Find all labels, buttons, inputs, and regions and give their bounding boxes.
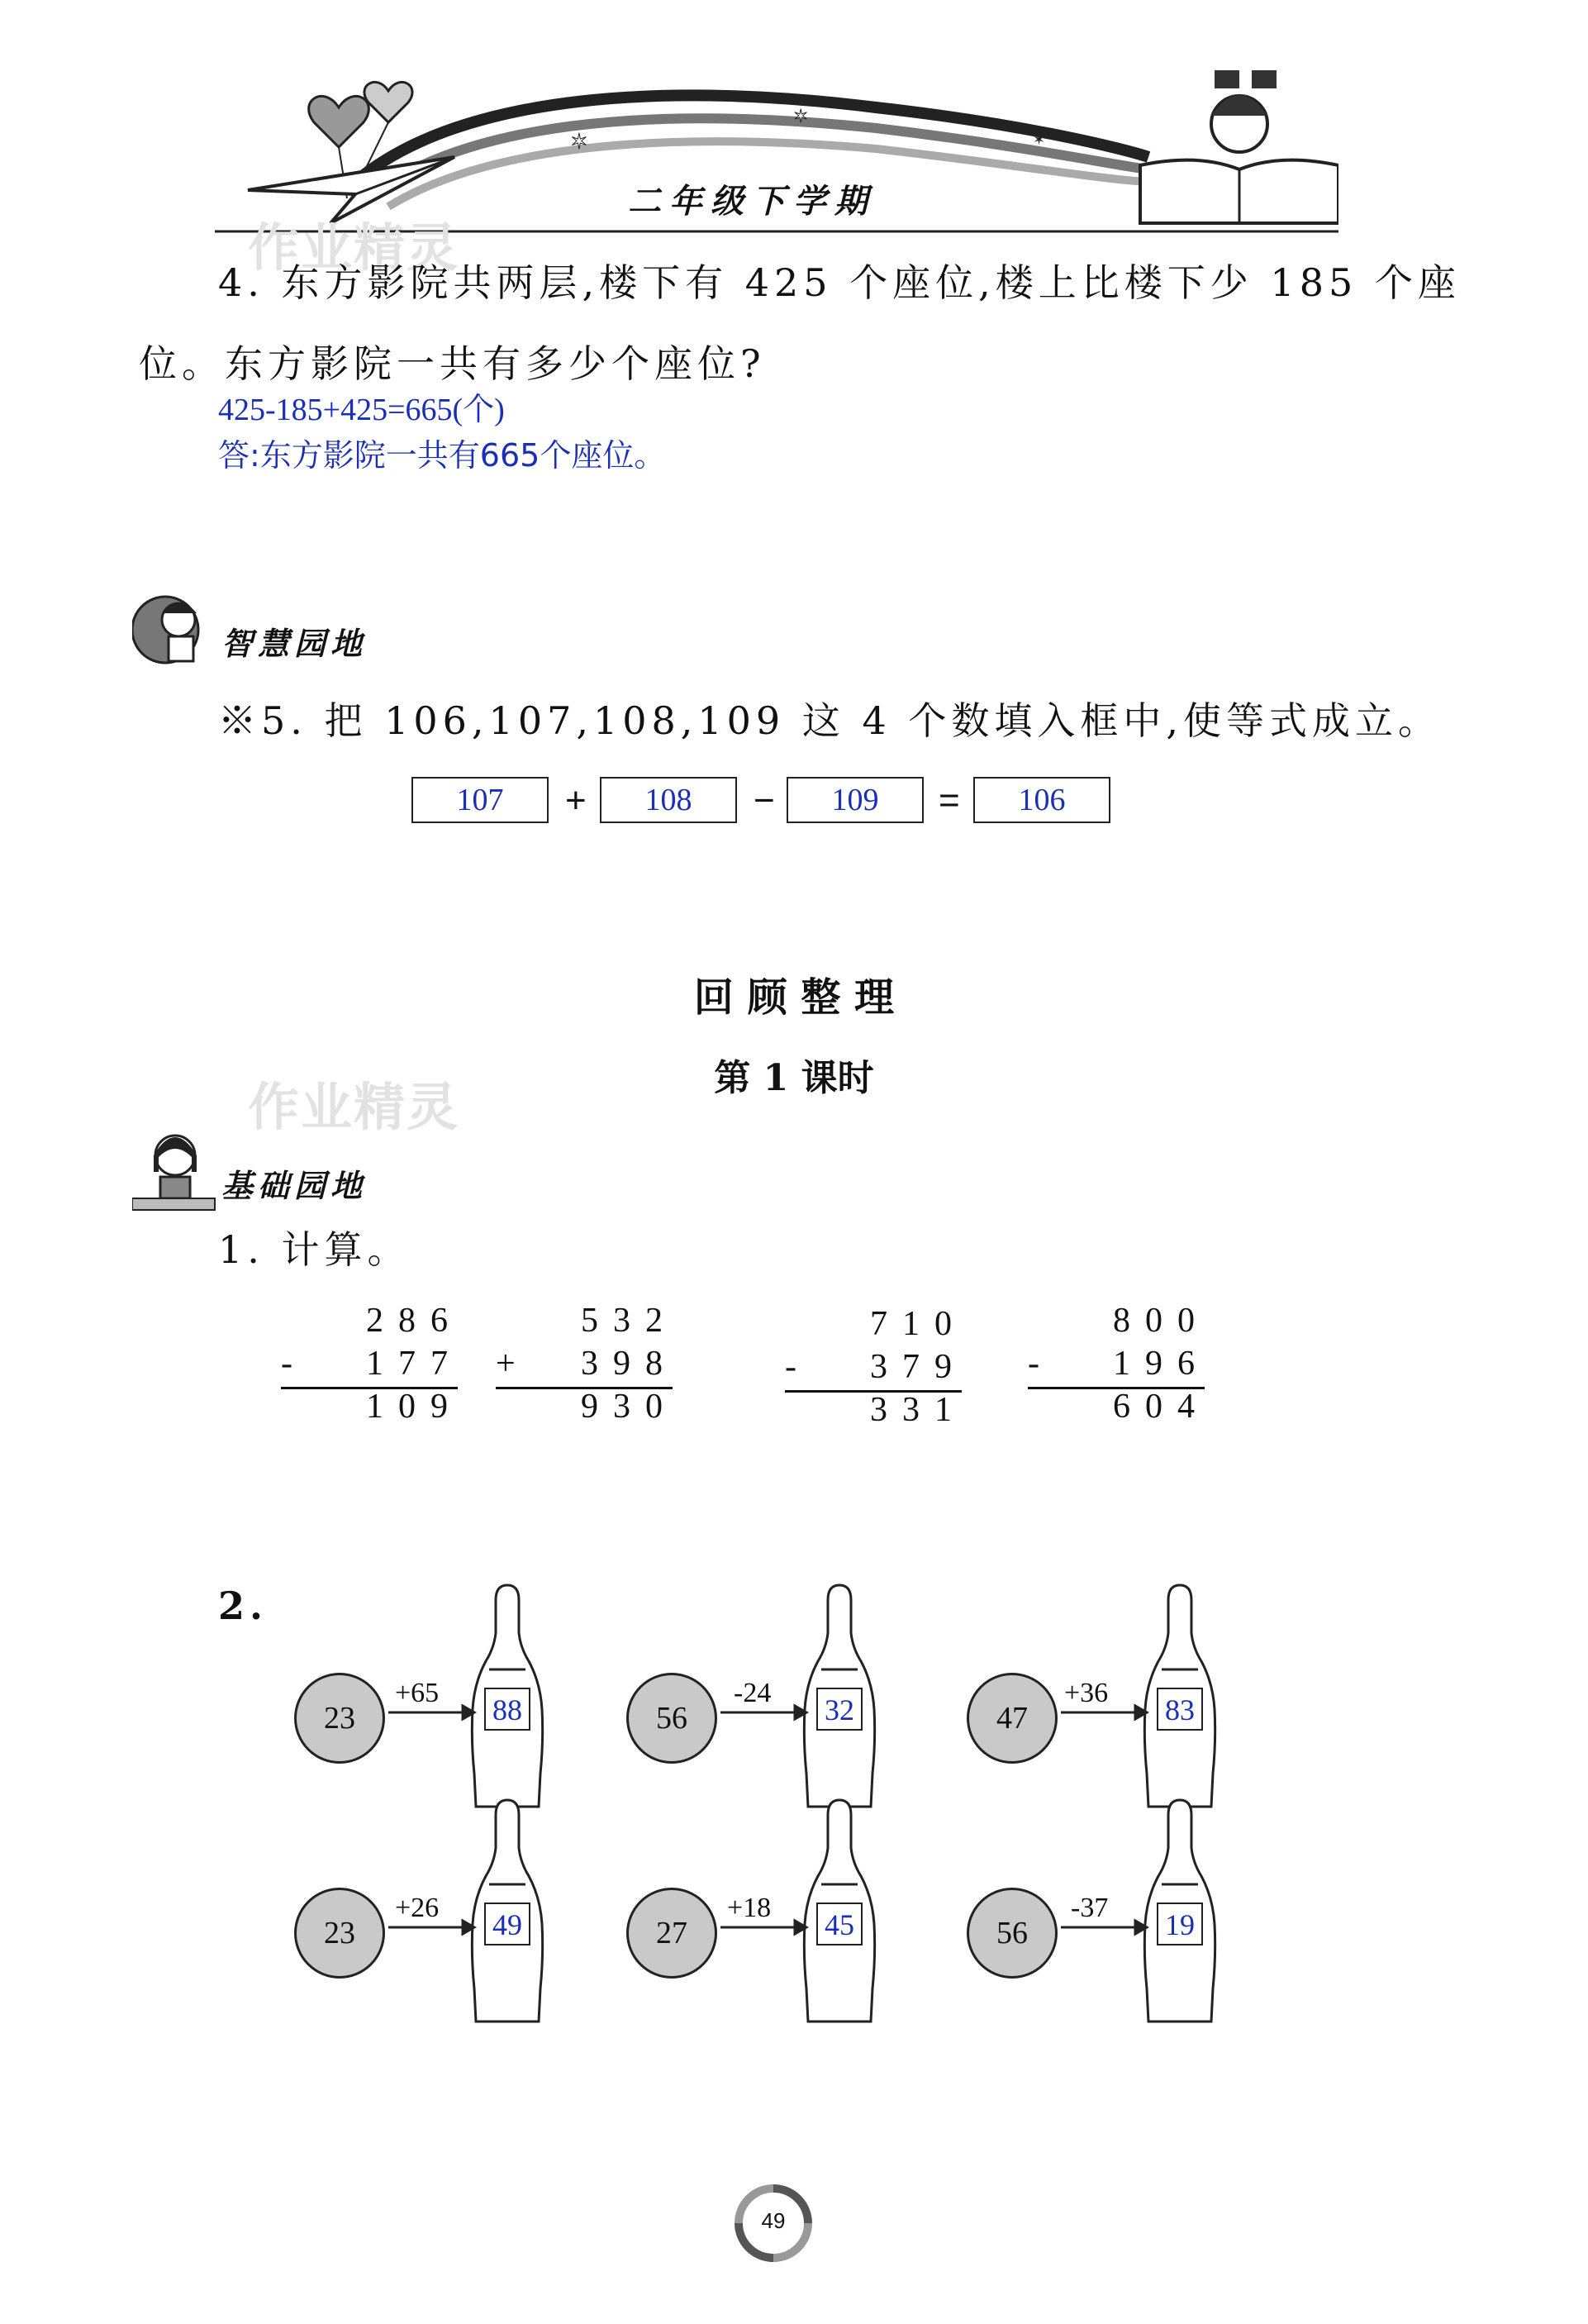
calc-result: 331 bbox=[870, 1391, 967, 1429]
answer-box: 83 bbox=[1157, 1688, 1203, 1731]
question-4-answer-text: 答:东方影院一共有665个座位。 bbox=[218, 437, 666, 474]
section-wisdom-title: 智慧园地 bbox=[221, 625, 368, 662]
answer-box: 19 bbox=[1157, 1903, 1203, 1945]
question-4-line-1: 4. 东方影院共两层,楼下有 425 个座位,楼上比楼下少 185 个座 bbox=[218, 260, 1461, 305]
start-number-circle: 27 bbox=[626, 1888, 717, 1979]
answer-box-2: 108 bbox=[600, 777, 737, 823]
operation-label: +26 bbox=[395, 1893, 440, 1923]
watermark: 作业精灵 bbox=[248, 1077, 460, 1137]
start-number-circle: 56 bbox=[967, 1888, 1058, 1979]
calc-top: 710 bbox=[870, 1305, 967, 1343]
operation-label: +36 bbox=[1064, 1678, 1109, 1708]
answer-box-1: 107 bbox=[411, 777, 549, 823]
svg-text:✶: ✶ bbox=[793, 107, 809, 127]
lesson-title: 第 1 课时 bbox=[714, 1057, 874, 1099]
operation-label: +18 bbox=[727, 1893, 772, 1923]
calc-sign: - bbox=[1028, 1345, 1039, 1383]
answer-box: 49 bbox=[484, 1903, 530, 1945]
plus-sign: + bbox=[565, 780, 587, 821]
question-4-line-2: 位。东方影院一共有多少个座位? bbox=[139, 341, 766, 386]
calc-bottom: 177 bbox=[366, 1345, 463, 1383]
calc-top: 800 bbox=[1113, 1302, 1210, 1340]
chapter-title: 回 顾 整 理 bbox=[693, 974, 895, 1021]
calc-top: 286 bbox=[366, 1302, 463, 1340]
calc-bottom: 379 bbox=[870, 1348, 967, 1386]
answer-box-4: 106 bbox=[973, 777, 1110, 823]
answer-box-3: 109 bbox=[787, 777, 924, 823]
answer-box: 45 bbox=[816, 1903, 863, 1945]
equals-sign: = bbox=[939, 780, 960, 821]
svg-text:✶: ✶ bbox=[570, 130, 588, 155]
calc-top: 532 bbox=[581, 1302, 678, 1340]
question-2-label: 2. bbox=[218, 1583, 269, 1628]
grade-header: 二年级下学期 bbox=[628, 182, 876, 221]
operation-label: -24 bbox=[734, 1678, 772, 1708]
calc-bottom: 196 bbox=[1113, 1345, 1210, 1383]
calc-bottom: 398 bbox=[581, 1345, 678, 1383]
start-number-circle: 23 bbox=[294, 1673, 385, 1764]
calc-result: 109 bbox=[366, 1388, 463, 1426]
page-number: 49 bbox=[761, 2208, 786, 2233]
calc-sign: + bbox=[496, 1345, 516, 1383]
operation-label: -37 bbox=[1071, 1893, 1109, 1923]
watermark: 作业精灵 bbox=[248, 217, 460, 278]
question-1-label: 1. 计算。 bbox=[218, 1227, 411, 1272]
start-number-circle: 56 bbox=[626, 1673, 717, 1764]
operation-label: +65 bbox=[395, 1678, 440, 1708]
section-basic-title: 基础园地 bbox=[221, 1167, 368, 1204]
calc-result: 604 bbox=[1113, 1388, 1210, 1426]
answer-box: 88 bbox=[484, 1688, 530, 1731]
start-number-circle: 47 bbox=[967, 1673, 1058, 1764]
minus-sign: − bbox=[754, 780, 775, 821]
calc-result: 930 bbox=[581, 1388, 678, 1426]
svg-text:✶: ✶ bbox=[1033, 131, 1046, 149]
calc-sign: - bbox=[281, 1345, 292, 1383]
calc-sign: - bbox=[785, 1348, 796, 1386]
question-4-answer-calc: 425-185+425=665(个) bbox=[218, 393, 505, 427]
question-5-text: ※5. 把 106,107,108,109 这 4 个数填入框中,使等式成立。 bbox=[218, 698, 1441, 743]
start-number-circle: 23 bbox=[294, 1888, 385, 1979]
answer-box: 32 bbox=[816, 1688, 863, 1731]
